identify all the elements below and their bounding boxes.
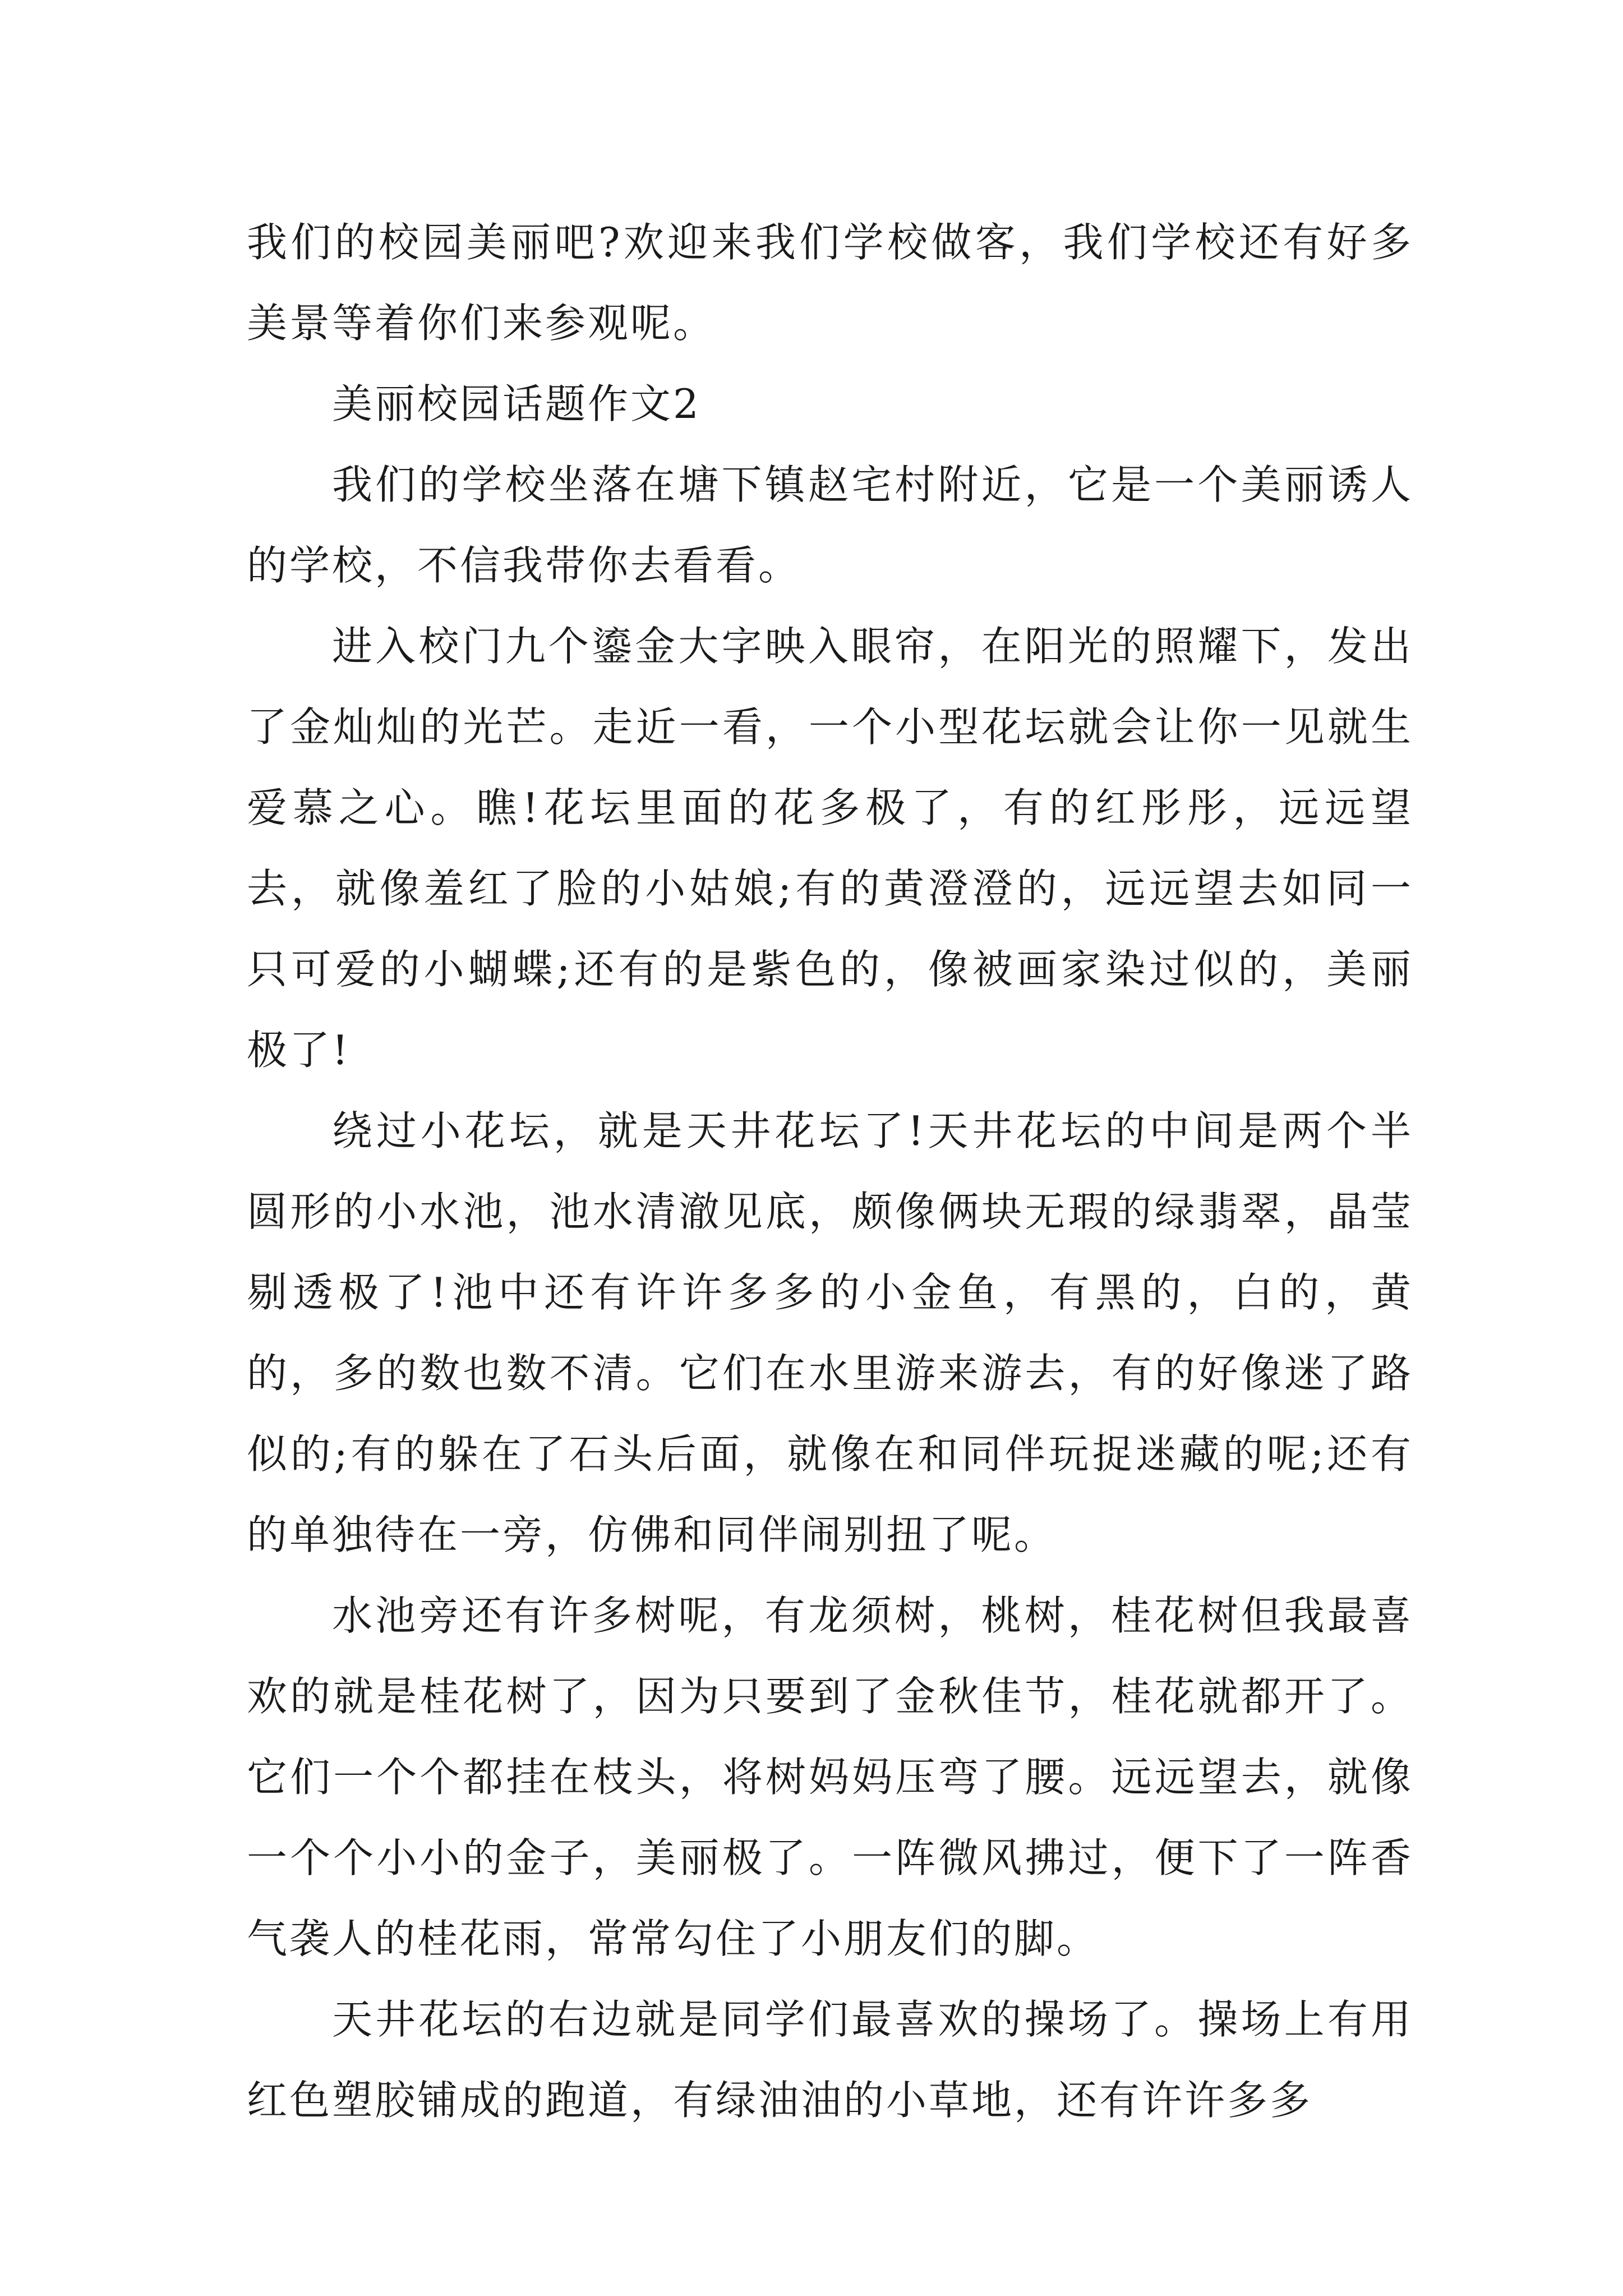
paragraph-4: 绕过小花坛，就是天井花坛了!天井花坛的中间是两个半圆形的小水池，池水清澈见底，颇像俩块无瑕的绿翡翠，晶莹剔透极了!池中还有许许多多的小金鱼，有黑的，白的，黄的，多的数也数不清。它们在水里游来游去，有的好像迷了路似的;有的躲在了石头后面，就像在和同伴玩捉迷藏的呢;还有的单独待在一旁，仿佛和同伴闹别扭了呢。	[247, 1107, 1413, 1558]
paragraph-2: 我们的学校坐落在塘下镇赵宅村附近，它是一个美丽诱人的学校，不信我带你去看看。	[247, 461, 1413, 589]
paragraph-5: 水池旁还有许多树呢，有龙须树，桃树，桂花树但我最喜欢的就是桂花树了，因为只要到了金秋佳节，桂花就都开了。它们一个个都挂在枝头，将树妈妈压弯了腰。远远望去，就像一个个小小的金子，美丽极了。一阵微风拂过，便下了一阵香气袭人的桂花雨，常常勾住了小朋友们的脚。	[247, 1592, 1413, 1962]
document-body	[247, 202, 1413, 2141]
paragraph-1: 我们的校园美丽吧?欢迎来我们学校做客，我们学校还有好多美景等着你们来参观呢。	[247, 219, 1413, 347]
paragraph-6: 天井花坛的右边就是同学们最喜欢的操场了。操场上有用红色塑胶铺成的跑道，有绿油油的小草地，还有许许多多	[247, 1996, 1413, 2124]
paragraph-3: 进入校门九个鎏金大字映入眼帘，在阳光的照耀下，发出了金灿灿的光芒。走近一看，一个小型花坛就会让你一见就生爱慕之心。瞧!花坛里面的花多极了，有的红彤彤，远远望去，就像羞红了脸的小姑娘;有的黄澄澄的，远远望去如同一只可爱的小蝴蝶;还有的是紫色的，像被画家染过似的，美丽极了!	[247, 623, 1413, 1074]
section-heading: 美丽校园话题作文2	[332, 380, 701, 427]
